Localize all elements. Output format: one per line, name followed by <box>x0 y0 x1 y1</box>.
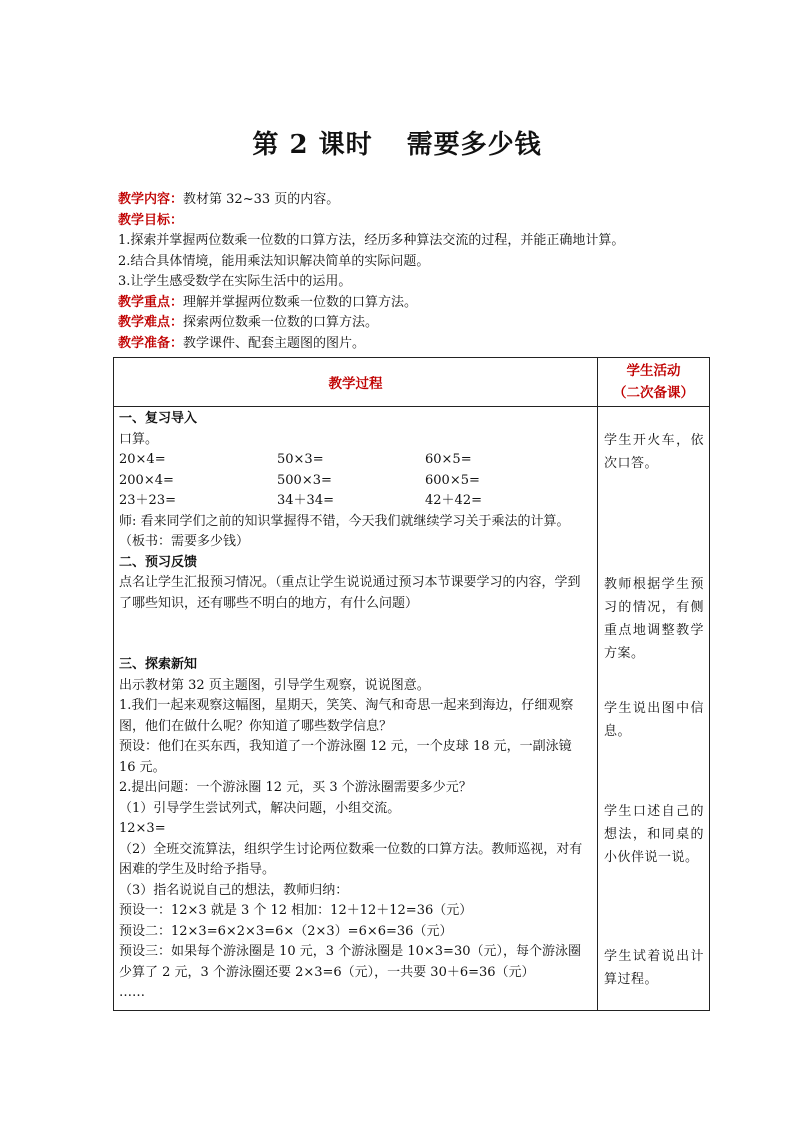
text-paragraph: 1.我们一起来观察这幅图，星期天，笑笑、淘气和奇思一起来到海边，仔细观察图，他们在做什么呢？你知道了哪些数学信息？ <box>119 698 574 734</box>
calc-item: 500×3= <box>277 472 332 488</box>
calc-item: 20×4= <box>119 452 166 467</box>
key-label: 教学重点： <box>118 294 184 310</box>
calc-row <box>119 450 592 471</box>
page-title <box>0 124 794 161</box>
section-title: 一、复习导入 <box>119 411 198 426</box>
key-text: 理解并掌握两位数乘一位数的口算方法。 <box>183 294 418 310</box>
lesson-name: 需要多少钱 <box>406 130 542 160</box>
header-student-activity <box>598 358 710 407</box>
calc-item: 60×5= <box>425 452 472 467</box>
text-line: 口算。 <box>119 431 159 447</box>
difficulty-row <box>118 313 718 334</box>
text-line: 师: 看来同学们之前的知识掌握得不错，今天我们就继续学习关于乘法的计算。 <box>119 513 570 529</box>
activity-note: 学生说出图中信息。 <box>604 701 704 739</box>
text-paragraph: 预设：他们在买东西，我知道了一个游泳圈 12 元，一个皮球 18 元，一副泳镜 16 元。 <box>119 739 572 775</box>
text-paragraph: （2）全班交流算法，组织学生讨论两位数乘一位数的口算方法。教师巡视，对有困难的学生及时给予指导。 <box>119 841 583 877</box>
key-row <box>118 293 718 314</box>
content-text: 教材第 32~33 页的内容。 <box>183 192 340 207</box>
goal-label: 教学目标： <box>118 212 184 228</box>
activity-note: 学生开火车，依次口答。 <box>604 433 704 471</box>
goal-item: 1.探索并掌握两位数乘一位数的口算方法，经历多种算法交流的过程，并能正确地计算。 <box>118 233 625 248</box>
activity-cell <box>598 407 710 1011</box>
difficulty-text: 探索两位数乘一位数的口算方法。 <box>183 315 379 330</box>
calc-item: 200×4= <box>119 472 174 488</box>
calc-item: 50×3= <box>277 452 324 467</box>
text-paragraph: 预设三：如果每个游泳圈是 10 元，3 个游泳圈是 10×3=30（元），每个游泳圈少算了 2 元，3 个游泳圈还要 2×3=6（元），一共要 30＋6=36（元） <box>119 944 581 980</box>
teaching-process-table <box>113 357 710 1011</box>
prep-row <box>118 334 718 355</box>
lesson-number: 第 2 课时 <box>252 130 373 160</box>
prep-text: 教学课件、配套主题图的图片。 <box>183 335 366 351</box>
section-title: 二、预习反馈 <box>119 554 198 570</box>
text-line: （3）指名说说自己的想法，教师归纳： <box>119 882 349 898</box>
header-teaching-process: 教学过程 <box>114 358 598 407</box>
text-line: （1）引导学生尝试列式，解决问题，小组交流。 <box>119 800 401 816</box>
prep-label: 教学准备： <box>118 335 184 351</box>
content-row <box>118 190 718 211</box>
difficulty-label: 教学难点： <box>118 315 184 330</box>
text-line: 12×3= <box>119 821 166 836</box>
activity-note: 学生口述自己的想法，和同桌的小伙伴说一说。 <box>604 804 704 865</box>
activity-note: 教师根据学生预习的情况，有侧重点地调整教学方案。 <box>604 577 704 661</box>
lesson-meta <box>118 190 718 354</box>
text-line: 预设二：12×3=6×2×3=6×（2×3）=6×6=36（元） <box>119 923 453 939</box>
header-side-line1: 学生活动 <box>626 363 681 379</box>
activity-note: 学生试着说出计算过程。 <box>604 949 704 987</box>
table-body-row <box>114 407 710 1011</box>
process-cell <box>114 407 598 1011</box>
text-line: （板书：需要多少钱） <box>119 534 250 549</box>
text-line: 出示教材第 32 页主题图，引导学生观察，说说图意。 <box>119 677 430 693</box>
calc-item: 34＋34= <box>277 493 334 508</box>
text-line: …… <box>119 985 145 1000</box>
goal-row <box>118 211 718 232</box>
text-line: 预设一：12×3 就是 3 个 12 相加：12＋12＋12=36（元） <box>119 903 473 918</box>
calc-row <box>119 471 592 492</box>
calc-row <box>119 491 592 512</box>
section-title: 三、探索新知 <box>119 657 198 672</box>
text-paragraph: 点名让学生汇报预习情况。（重点让学生说说通过预习本节课要学习的内容，学到了哪些知识，还有哪些不明白的地方，有什么问题） <box>119 575 581 611</box>
goal-item: 2.结合具体情境，能用乘法知识解决简单的实际问题。 <box>118 253 430 269</box>
text-line: 2.提出问题：一个游泳圈 12 元，买 3 个游泳圈需要多少元？ <box>119 780 472 795</box>
spacer <box>119 614 592 655</box>
process-content <box>114 407 597 1010</box>
calc-item: 600×5= <box>425 472 480 488</box>
header-side-line2: （二次备课） <box>613 385 694 401</box>
calc-item: 23＋23= <box>119 493 176 508</box>
table-header-row <box>114 358 710 407</box>
content-label: 教学内容： <box>118 192 184 207</box>
goal-item: 3.让学生感受数学在实际生活中的运用。 <box>118 274 352 289</box>
calc-item: 42＋42= <box>425 493 482 508</box>
